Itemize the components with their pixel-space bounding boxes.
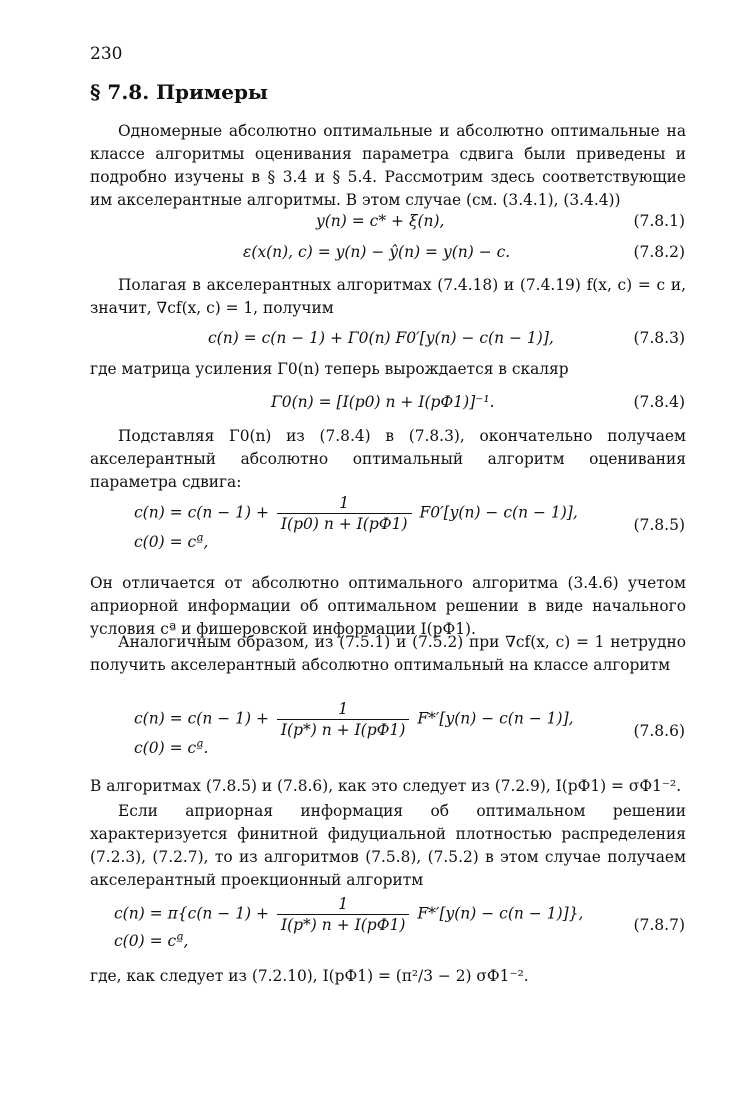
equation-7-8-5 — [134, 494, 578, 560]
eq6-right: F*′[y(n) − c(n − 1)], — [417, 709, 574, 728]
page-number: 230 — [90, 44, 123, 64]
eq7-right: F*′[y(n) − c(n − 1)]}, — [417, 904, 584, 923]
equation-7-8-1: y(n) = c* + ξ(n), — [316, 212, 445, 230]
equation-7-8-7 — [114, 895, 583, 959]
eq7-initial: c(0) = cª, — [114, 932, 189, 950]
eq5-initial: c(0) = cª, — [134, 533, 209, 551]
eq5-right: F0′[y(n) − c(n − 1)], — [419, 503, 578, 522]
equation-number-7-8-6: (7.8.6) — [633, 722, 685, 740]
eq5-denominator: I(p0) n + I(pФ1) — [280, 515, 408, 533]
equation-number-7-8-4: (7.8.4) — [633, 393, 685, 411]
equation-7-8-3: c(n) = c(n − 1) + Γ0(n) F0′[y(n) − c(n − 1)], — [208, 329, 554, 347]
paragraph-intro: Одномерные абсолютно оптимальные и абсолютно оптимальные на классе алгоритмы оценивания параметра сдвига были приведены и подробно изучены в § 3.4 и § 5.4. Рассмотрим здесь соответствующие им акселерантные алгоритмы. В этом случае (см. (3.4.1), (3.4.4)) — [90, 122, 686, 209]
paragraph-substitution: Полагая в акселерантных алгоритмах (7.4.18) и (7.4.19) f(x, c) = c и, значит, ∇cf(x, c) = 1, получим — [90, 276, 686, 317]
eq7-fraction — [277, 895, 410, 934]
eq7-numerator: 1 — [277, 895, 410, 915]
eq6-left: c(n) = c(n − 1) + — [134, 709, 269, 728]
equation-number-7-8-5: (7.8.5) — [633, 516, 685, 534]
equation-number-7-8-7: (7.8.7) — [633, 916, 685, 934]
eq7-denominator: I(p*) n + I(pФ1) — [280, 916, 406, 934]
eq5-numerator: 1 — [277, 494, 412, 514]
eq6-denominator: I(p*) n + I(pФ1) — [280, 721, 406, 739]
equation-number-7-8-2: (7.8.2) — [633, 243, 685, 261]
paragraph-fisher-info: В алгоритмах (7.8.5) и (7.8.6), как это следует из (7.2.9), I(pФ1) = σФ1⁻². — [90, 777, 682, 795]
eq7-left: c(n) = π{c(n − 1) + — [114, 904, 270, 923]
equation-7-8-4: Γ0(n) = [I(p0) n + I(pФ1)]⁻¹. — [271, 393, 495, 411]
paragraph-final: где, как следует из (7.2.10), I(pФ1) = (π²/3 − 2) σФ1⁻². — [90, 967, 529, 985]
equation-7-8-6 — [134, 700, 574, 766]
paragraph-difference: Он отличается от абсолютно оптимального алгоритма (3.4.6) учетом априорной информации об оптимальном решении в виде начального условия cª и фишеровской информации I(pФ1). — [90, 574, 686, 638]
eq6-initial: c(0) = cª. — [134, 739, 209, 757]
paragraph-gain-matrix: где матрица усиления Γ0(n) теперь вырождается в скаляр — [90, 360, 569, 378]
paragraph-analogous: Аналогичным образом, из (7.5.1) и (7.5.2) при ∇cf(x, c) = 1 нетрудно получить акселерантный абсолютно оптимальный на классе алгоритм — [90, 633, 686, 674]
eq6-numerator: 1 — [277, 700, 410, 720]
equation-7-8-2: ε(x(n), c) = y(n) − ŷ(n) = y(n) − c. — [243, 243, 511, 261]
eq5-fraction — [277, 494, 412, 533]
eq5-left: c(n) = c(n − 1) + — [134, 503, 269, 522]
eq6-fraction — [277, 700, 410, 739]
equation-number-7-8-3: (7.8.3) — [633, 329, 685, 347]
paragraph-substitute-gamma: Подставляя Γ0(n) из (7.8.4) в (7.8.3), окончательно получаем акселерантный абсолютно оптимальный алгоритм оценивания параметра сдвига: — [90, 427, 686, 491]
equation-number-7-8-1: (7.8.1) — [633, 212, 685, 230]
paragraph-finite-density: Если априорная информация об оптимальном решении характеризуется финитной фидуциальной плотностью распределения (7.2.3), (7.2.7), то из алгоритмов (7.5.8), (7.5.2) в этом случае получаем акселерантный проекционный алгоритм — [90, 802, 686, 889]
section-title: § 7.8. Примеры — [90, 80, 268, 104]
